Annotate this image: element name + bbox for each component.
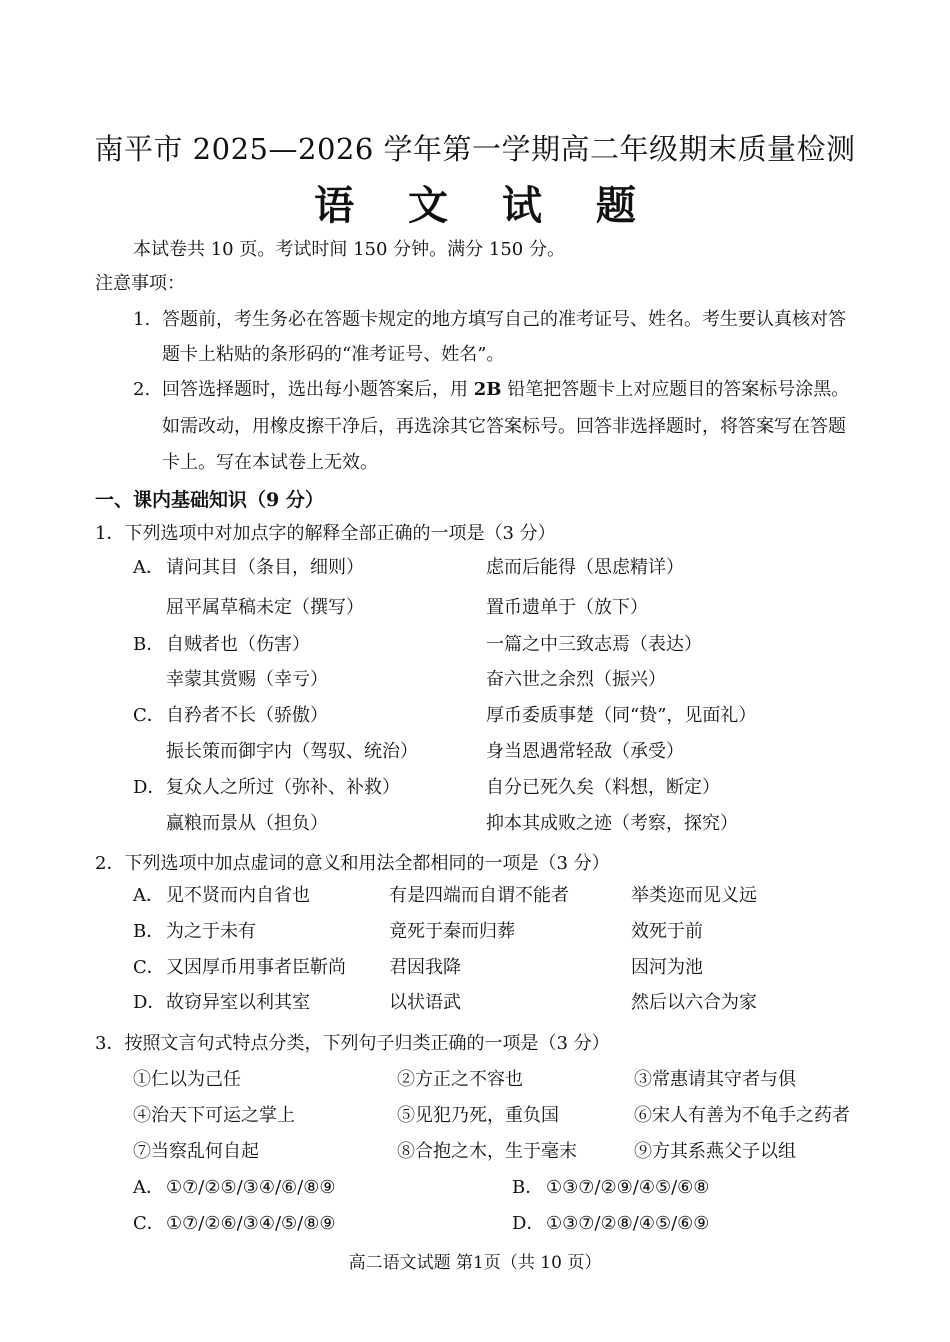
q3-sentence-4: ④治天下可运之掌上 (133, 1105, 295, 1126)
q2-option-d-item-1: 故窃异室以利其室 (166, 992, 310, 1013)
note-2-text-c: 铅笔把答题卡上对应题目的答案标号涂黑。 (501, 379, 850, 400)
q1-option-d-item-4: 抑本其成败之迹（考察，探究） (486, 813, 738, 834)
q3-sentence-8: ⑧合抱之木，生于毫末 (397, 1141, 577, 1162)
q3-sentence-9: ⑨方其系燕父子以组 (634, 1141, 796, 1162)
pencil-grade: 2B (473, 379, 502, 400)
note-1-line-1: 答题前，考生务必在答题卡规定的地方填写自己的准考证号、姓名。考生要认真核对答 (162, 309, 846, 330)
q1-option-c-item-4: 身当恩遇常轻敌（承受） (486, 741, 684, 762)
note-2-number: 2. (133, 379, 151, 400)
q1-option-d-label: D． (133, 777, 166, 798)
q3-option-c: ①⑦/②⑥/③④/⑤/⑧⑨ (166, 1213, 336, 1234)
q2-option-d-item-3: 然后以六合为家 (631, 992, 757, 1013)
q1-option-d-item-1: 复众人之所过（弥补、补救） (166, 777, 400, 798)
q1-option-b-item-4: 奋六世之余烈（振兴） (486, 669, 666, 690)
q2-option-c-label: C． (133, 957, 165, 978)
q3-sentence-2: ②方正之不容也 (397, 1069, 523, 1090)
q3-sentence-6: ⑥宋人有善为不龟手之药者 (634, 1105, 850, 1126)
q1-option-c-item-1: 自矜者不长（骄傲） (166, 705, 328, 726)
q1-option-b-label: B． (133, 634, 165, 655)
q1-option-b-item-2: 一篇之中三致志焉（表达） (486, 634, 702, 655)
q2-option-d-item-2: 以状语武 (389, 992, 461, 1013)
q1-option-a-item-3: 屈平属草稿未定（撰写） (166, 597, 364, 618)
q3-option-a-label: A． (133, 1177, 164, 1198)
q2-option-b-item-1: 为之于未有 (166, 921, 256, 942)
q3-stem: 3．按照文言句式特点分类，下列句子归类正确的一项是（3 分） (95, 1033, 610, 1054)
q1-option-c-label: C． (133, 705, 165, 726)
section-1-heading: 一、课内基础知识（9 分） (95, 489, 324, 511)
q3-sentence-7: ⑦当察乱何自起 (133, 1141, 259, 1162)
q2-option-b-item-3: 效死于前 (631, 921, 703, 942)
q2-option-a-item-3: 举类迩而见义远 (631, 885, 757, 906)
q3-sentence-3: ③常惠请其守者与俱 (634, 1069, 796, 1090)
q3-option-a: ①⑦/②⑤/③④/⑥/⑧⑨ (166, 1177, 336, 1198)
exam-title: 南平市 2025—2026 学年第一学期高二年级期末质量检测 (94, 132, 856, 166)
note-1-line-2: 题卡上粘贴的条形码的“准考证号、姓名”。 (162, 344, 505, 365)
q3-option-c-label: C． (133, 1213, 165, 1234)
q1-option-a-item-1: 请问其目（条目，细则） (166, 557, 364, 578)
q1-stem: 1．下列选项中对加点字的解释全部正确的一项是（3 分） (95, 523, 556, 544)
q3-option-b: ①③⑦/②⑨/④⑤/⑥⑧ (546, 1177, 710, 1198)
page-footer: 高二语文试题 第1页（共 10 页） (348, 1253, 602, 1273)
q3-sentence-1: ①仁以为己任 (133, 1069, 241, 1090)
q2-option-a-label: A． (133, 885, 164, 906)
q2-stem: 2．下列选项中加点虚词的意义和用法全都相同的一项是（3 分） (95, 853, 610, 874)
q1-option-d-item-3: 赢粮而景从（担负） (166, 813, 328, 834)
q2-option-c-item-2: 君因我降 (389, 957, 461, 978)
note-1-number: 1. (133, 309, 151, 330)
q2-option-d-label: D． (133, 992, 166, 1013)
q2-option-b-label: B． (133, 921, 165, 942)
note-2-line-3: 卡上。写在本试卷上无效。 (162, 452, 378, 473)
q1-option-c-item-2: 厚币委质事楚（同“贽”，见面礼） (486, 705, 757, 726)
q3-option-b-label: B． (512, 1177, 544, 1198)
exam-intro: 本试卷共 10 页。考试时间 150 分钟。满分 150 分。 (133, 239, 565, 260)
q2-option-a-item-2: 有是四端而自谓不能者 (389, 885, 569, 906)
note-2-line-1 (162, 378, 849, 402)
q1-option-b-item-1: 自贼者也（伤害） (166, 634, 310, 655)
note-2-text-a: 回答选择题时，选出每小题答案后，用 (162, 379, 474, 400)
notes-heading: 注意事项： (95, 273, 185, 294)
q3-option-d: ①③⑦/②⑧/④⑤/⑥⑨ (546, 1213, 710, 1234)
q2-option-c-item-1: 又因厚币用事者臣靳尚 (166, 957, 346, 978)
q1-option-a-item-4: 置币遗单于（放下） (486, 597, 648, 618)
note-2-line-2: 如需改动，用橡皮擦干净后，再选涂其它答案标号。回答非选择题时，将答案写在答题 (162, 416, 846, 437)
q2-option-b-item-2: 竟死于秦而归葬 (389, 921, 515, 942)
q1-option-a-item-2: 虑而后能得（思虑精详） (486, 557, 684, 578)
q1-option-c-item-3: 振长策而御宇内（驾驭、统治） (166, 741, 418, 762)
q1-option-a-label: A． (133, 557, 164, 578)
q3-option-d-label: D． (512, 1213, 545, 1234)
q1-option-d-item-2: 自分已死久矣（料想，断定） (486, 777, 720, 798)
q2-option-c-item-3: 因河为池 (631, 957, 703, 978)
q1-option-b-item-3: 幸蒙其赏赐（幸亏） (166, 669, 328, 690)
q2-option-a-item-1: 见不贤而内自省也 (166, 885, 310, 906)
subject-title: 语 文 试 题 (314, 182, 656, 229)
q3-sentence-5: ⑤见犯乃死，重负国 (397, 1105, 559, 1126)
